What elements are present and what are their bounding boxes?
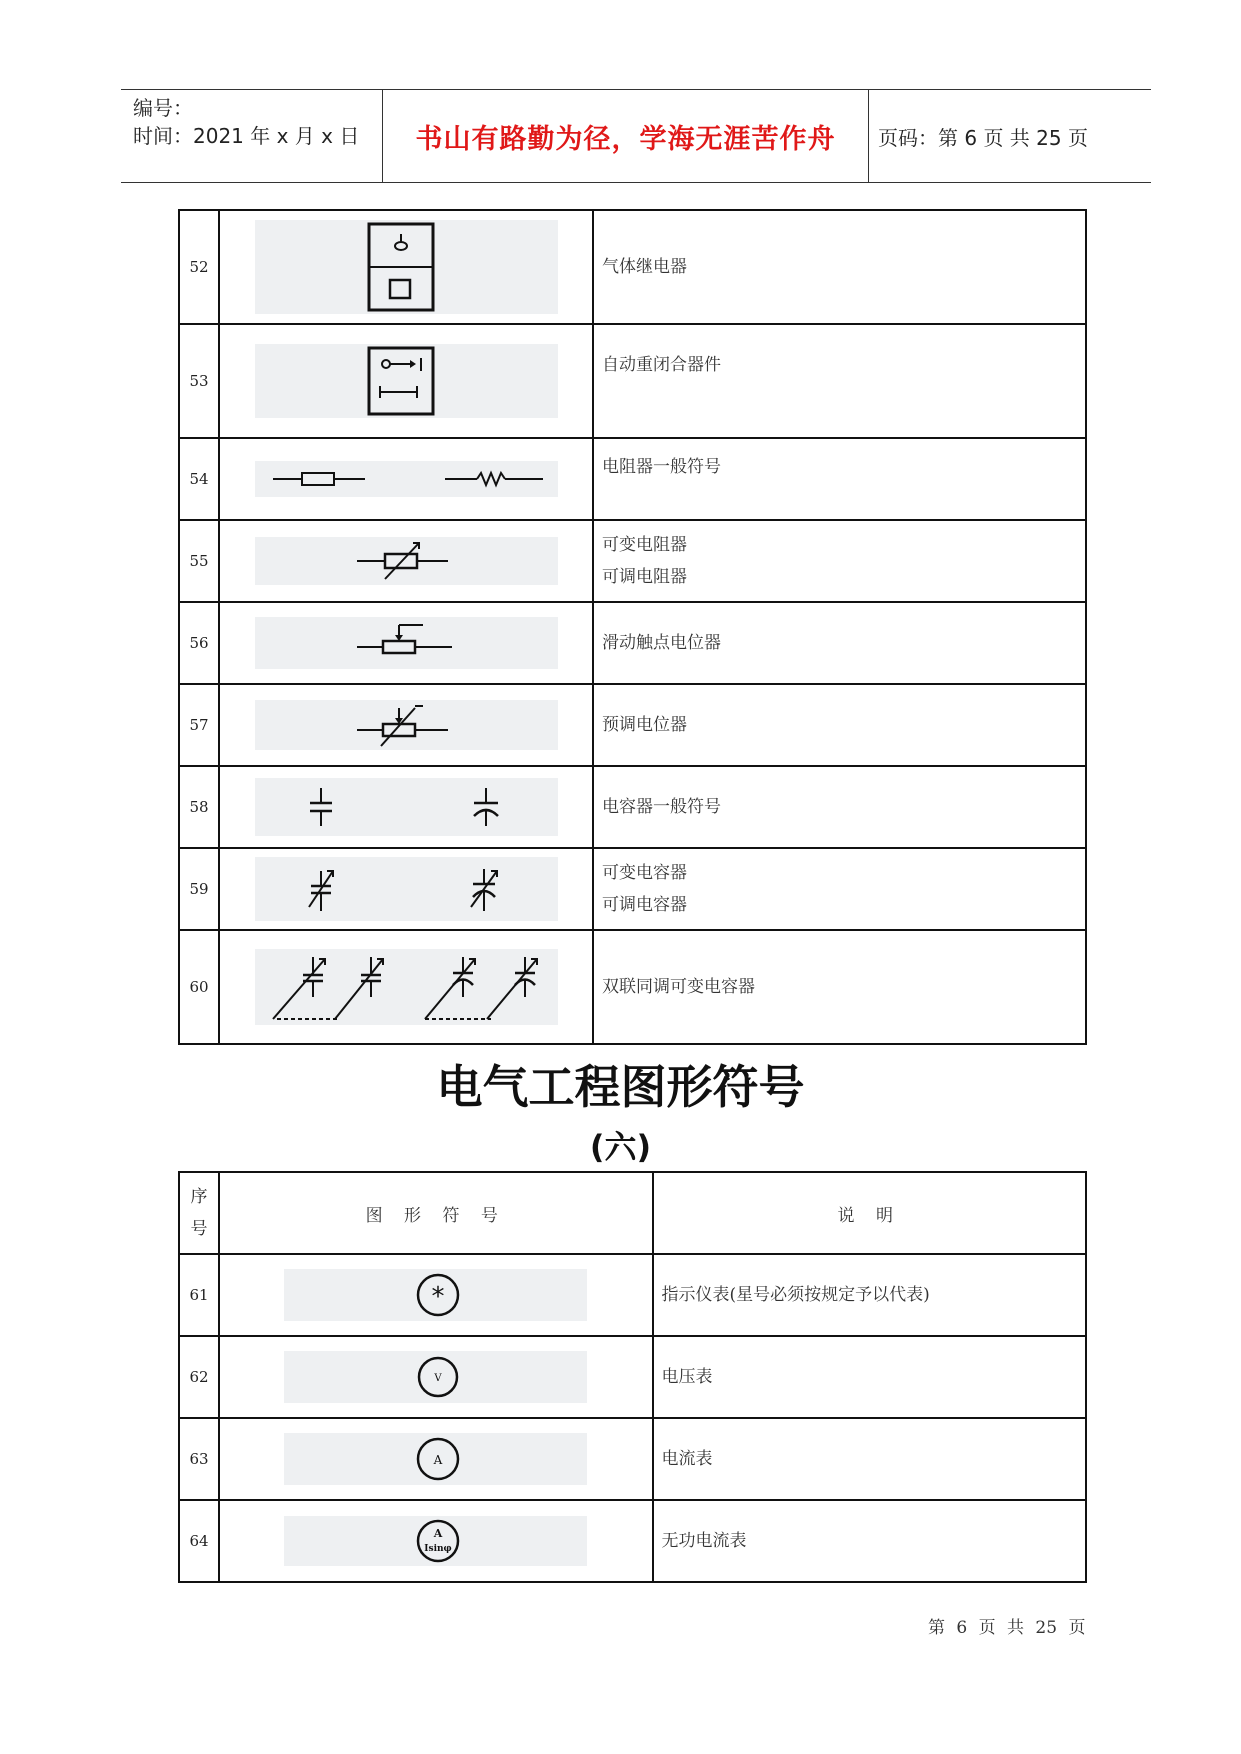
table-header-row xyxy=(179,1172,1086,1254)
variable-capacitor-icon xyxy=(255,857,558,921)
dual-ganged-variable-capacitor-icon xyxy=(255,949,558,1025)
ammeter-icon xyxy=(284,1433,587,1485)
header-number xyxy=(179,1172,219,1254)
symbol-cell xyxy=(219,848,593,930)
description-line: 电阻器一般符号 xyxy=(602,457,721,477)
capacitor-icon xyxy=(255,778,558,836)
symbol-cell xyxy=(219,766,593,848)
header-description: 说 明 xyxy=(653,1172,1087,1254)
row-number: 54 xyxy=(179,438,219,520)
table-row xyxy=(179,324,1086,438)
row-number: 52 xyxy=(179,210,219,324)
table-row xyxy=(179,602,1086,684)
description-cell xyxy=(593,438,1086,520)
description-line: 电流表 xyxy=(661,1449,713,1469)
description-cell xyxy=(653,1336,1087,1418)
description-cell xyxy=(653,1254,1087,1336)
row-number: 56 xyxy=(179,602,219,684)
description-line: 可调电容器 xyxy=(602,895,687,915)
description-line: 电容器一般符号 xyxy=(602,797,721,817)
symbol-text: A xyxy=(433,1527,443,1540)
description-line: 指示仪表(星号必须按规定予以代表) xyxy=(661,1285,930,1305)
description-cell xyxy=(593,766,1086,848)
description-line: 预调电位器 xyxy=(602,715,687,735)
symbol-text: * xyxy=(431,1282,445,1312)
description-line: 可变电容器 xyxy=(602,863,687,883)
time-label: 时间：2021 年 x 月 x 日 xyxy=(133,124,360,148)
description-line: 电压表 xyxy=(661,1367,713,1387)
description-cell xyxy=(593,210,1086,324)
motto-text: 书山有路勤为径，学海无涯苦作舟 xyxy=(415,123,836,155)
reactive-current-meter-icon xyxy=(284,1516,587,1566)
row-number: 61 xyxy=(179,1254,219,1336)
table-row xyxy=(179,766,1086,848)
indicating-instrument-icon xyxy=(284,1269,587,1321)
description-line: 无功电流表 xyxy=(661,1531,747,1551)
description-cell xyxy=(653,1418,1087,1500)
row-number: 60 xyxy=(179,930,219,1044)
symbol-text: A xyxy=(433,1453,443,1467)
symbol-cell xyxy=(219,1254,653,1336)
symbol-cell xyxy=(219,324,593,438)
table-row xyxy=(179,848,1086,930)
table-row xyxy=(179,210,1086,324)
description-cell xyxy=(593,520,1086,602)
symbol-cell xyxy=(219,438,593,520)
page-footer: 第 6 页 共 25 页 xyxy=(928,1618,1086,1638)
table-row xyxy=(179,1336,1086,1418)
symbol-cell xyxy=(219,602,593,684)
gas-relay-icon xyxy=(255,220,558,314)
description-cell xyxy=(593,602,1086,684)
auto-reclosing-device-icon xyxy=(255,344,558,418)
description-line: 滑动触点电位器 xyxy=(602,633,721,653)
description-line: 自动重闭合器件 xyxy=(602,355,721,375)
header-meta xyxy=(133,94,359,150)
description-line: 可变电阻器 xyxy=(602,535,687,555)
description-cell xyxy=(593,684,1086,766)
voltmeter-icon xyxy=(284,1351,587,1403)
header-number-text: 序号 xyxy=(190,1187,208,1239)
symbol-cell xyxy=(219,1336,653,1418)
row-number: 55 xyxy=(179,520,219,602)
number-label: 编号： xyxy=(133,96,193,120)
symbol-subtext: Isinφ xyxy=(424,1544,452,1554)
description-cell xyxy=(653,1500,1087,1582)
row-number: 58 xyxy=(179,766,219,848)
sliding-contact-potentiometer-icon xyxy=(255,617,558,669)
description-line: 气体继电器 xyxy=(602,257,687,277)
header-motto-cell xyxy=(382,90,869,182)
symbol-cell xyxy=(219,1500,653,1582)
page-info: 页码：第 6 页 共 25 页 xyxy=(878,125,1088,150)
description-cell xyxy=(593,930,1086,1044)
preset-potentiometer-icon xyxy=(255,700,558,750)
symbol-table-2 xyxy=(178,1171,1087,1583)
resistor-icon xyxy=(255,461,558,497)
symbol-cell xyxy=(219,684,593,766)
table-row xyxy=(179,684,1086,766)
symbol-text: V xyxy=(434,1373,442,1384)
symbol-cell xyxy=(219,520,593,602)
page-header xyxy=(121,89,1151,183)
symbol-table-1 xyxy=(178,209,1087,1045)
row-number: 63 xyxy=(179,1418,219,1500)
row-number: 57 xyxy=(179,684,219,766)
table-row xyxy=(179,1418,1086,1500)
description-cell xyxy=(593,848,1086,930)
section-title: 电气工程图形符号 xyxy=(436,1060,805,1114)
header-symbol: 图 形 符 号 xyxy=(219,1172,653,1254)
symbol-cell xyxy=(219,1418,653,1500)
table-row xyxy=(179,1500,1086,1582)
symbol-cell xyxy=(219,930,593,1044)
row-number: 59 xyxy=(179,848,219,930)
table-row xyxy=(179,520,1086,602)
table-row xyxy=(179,930,1086,1044)
symbol-cell xyxy=(219,210,593,324)
description-line: 双联同调可变电容器 xyxy=(602,977,755,997)
table-row xyxy=(179,1254,1086,1336)
table-row xyxy=(179,438,1086,520)
row-number: 53 xyxy=(179,324,219,438)
variable-resistor-icon xyxy=(255,537,558,585)
section-subtitle: (六) xyxy=(589,1128,652,1166)
row-number: 64 xyxy=(179,1500,219,1582)
description-line: 可调电阻器 xyxy=(602,567,687,587)
row-number: 62 xyxy=(179,1336,219,1418)
description-cell xyxy=(593,324,1086,438)
